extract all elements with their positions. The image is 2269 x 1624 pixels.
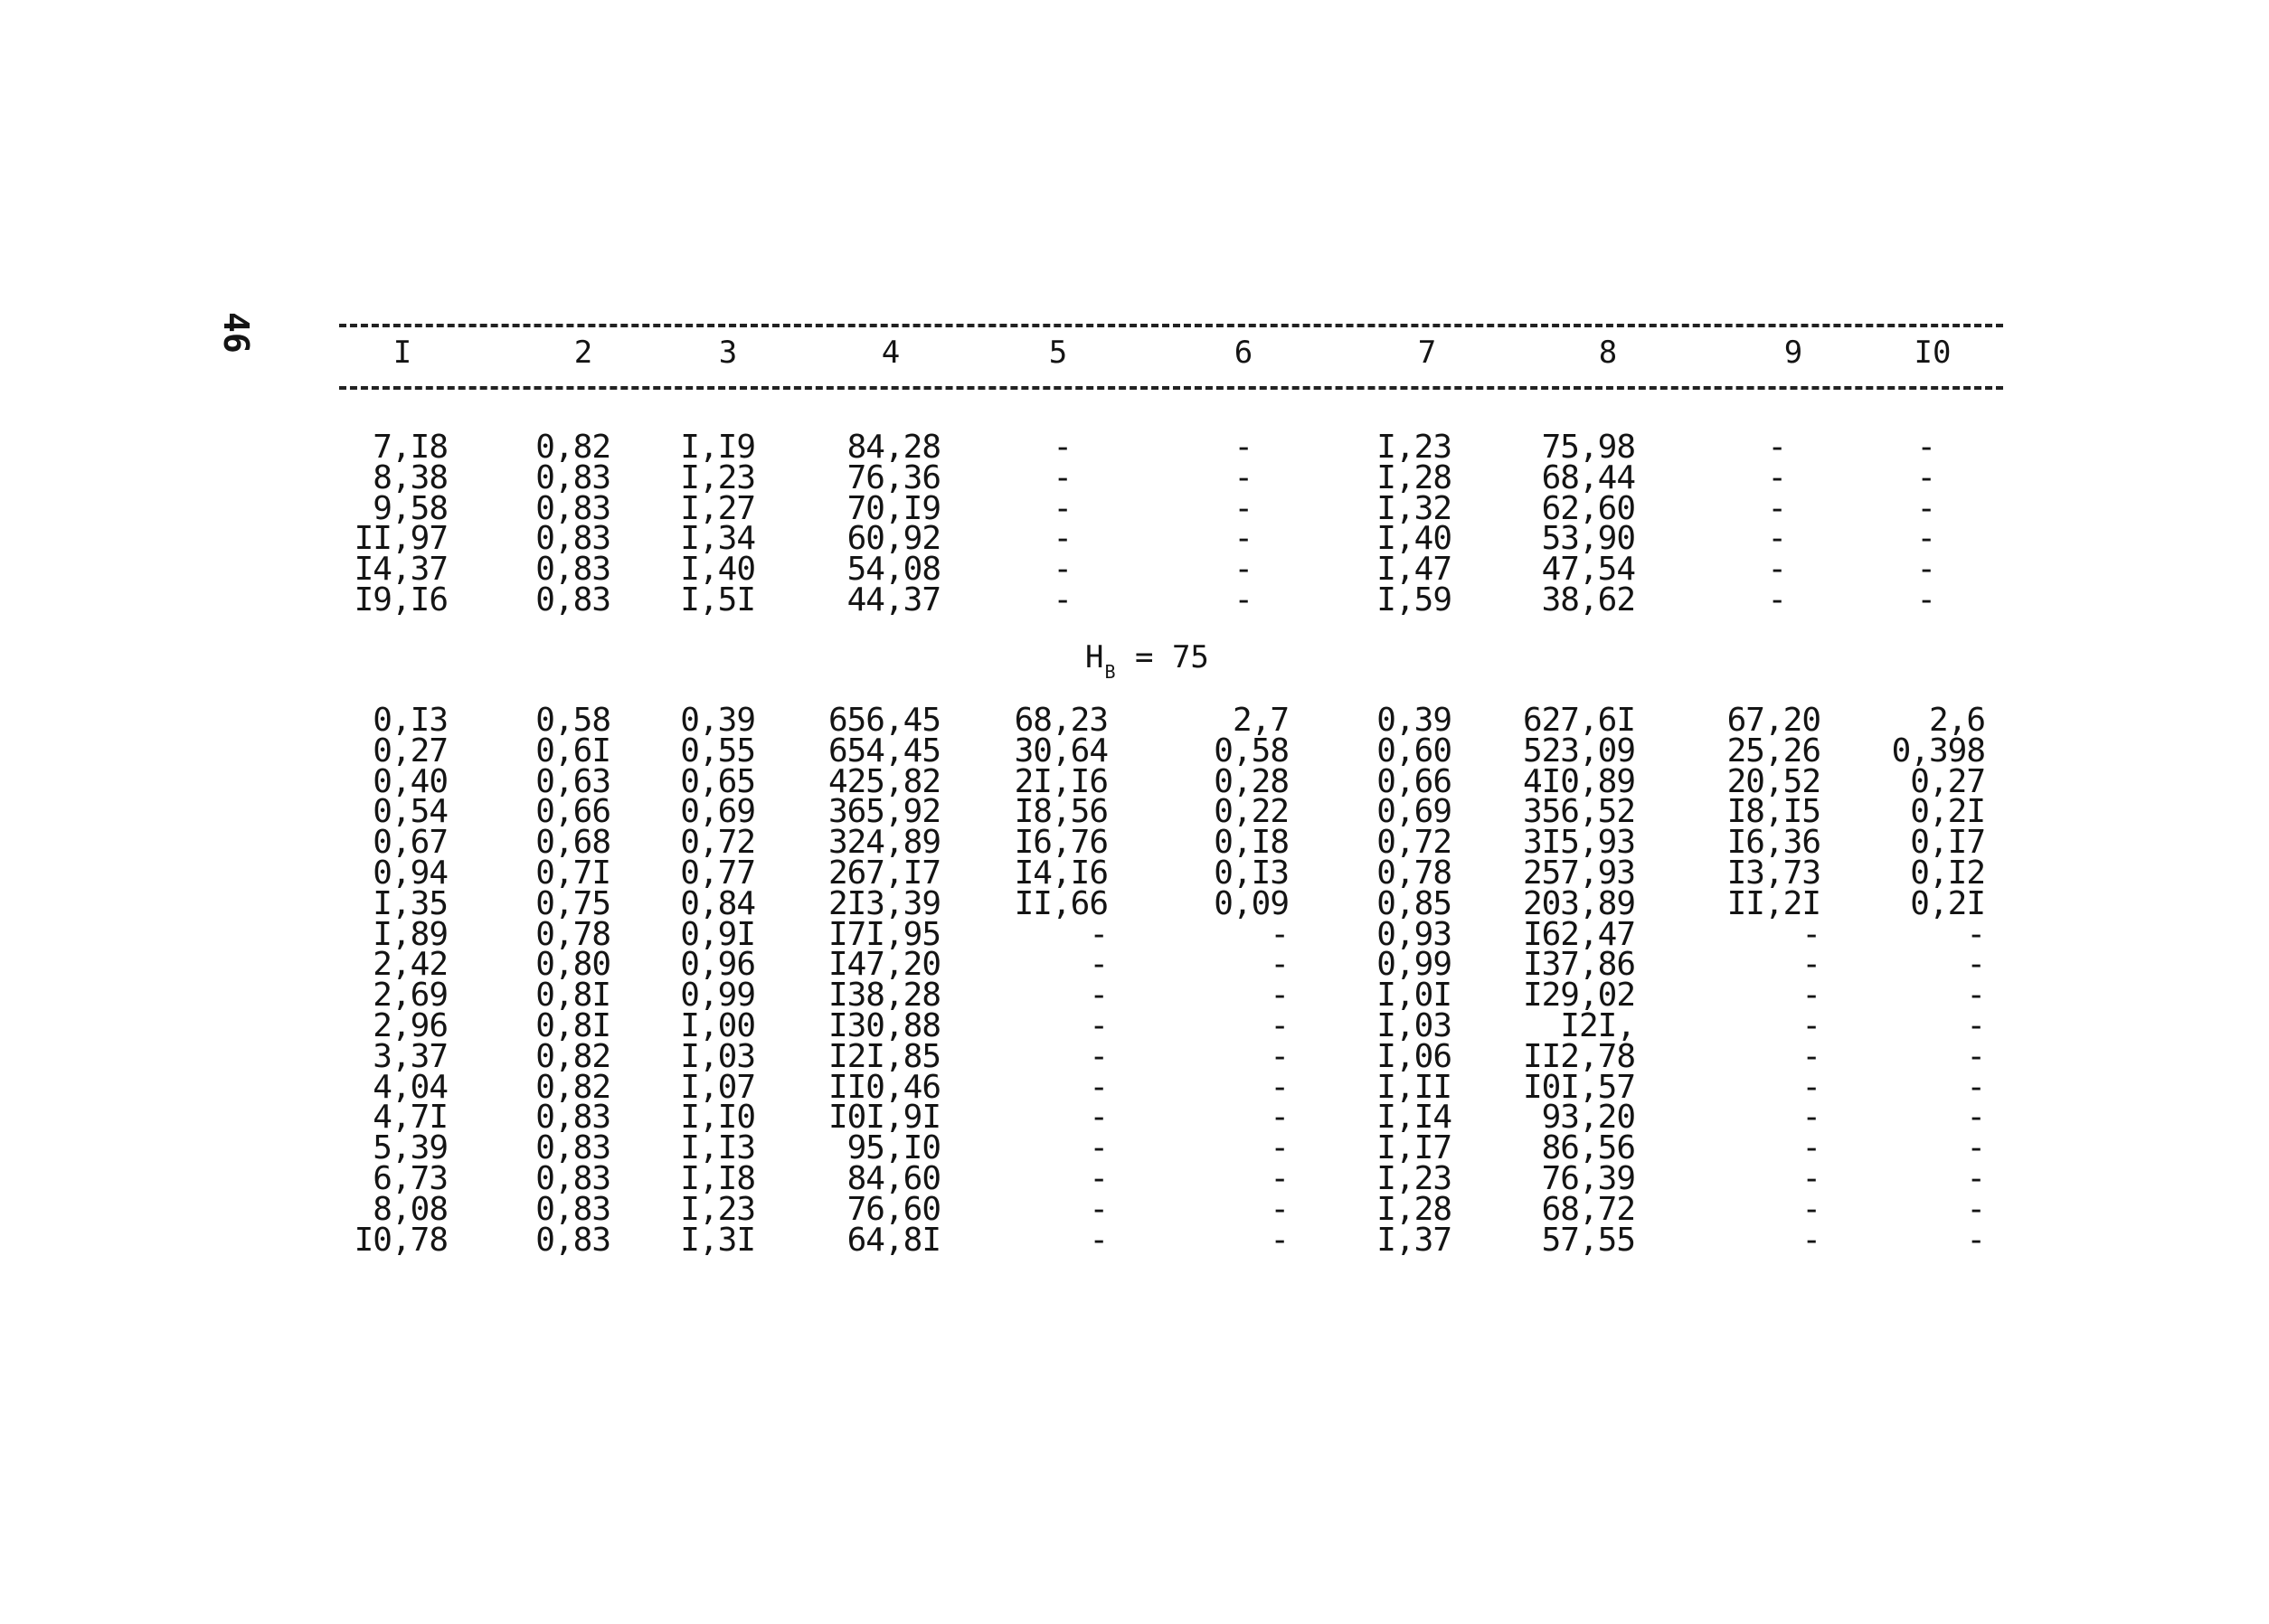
table-cell: 654,45 [827,732,941,770]
table-cell: - [1053,520,1072,558]
table-cell: - [1966,1221,1985,1259]
table-cell: 0,I3 [1214,854,1289,892]
table-cell: 62,60 [1541,489,1635,527]
table-cell: - [1801,1190,1820,1228]
table-column-10 [1786,702,1985,1259]
table-cell: - [1234,551,1253,589]
section-label-symbol: H [1085,639,1104,675]
table-cell: 67,20 [1726,702,1820,739]
table-cell: 0,83 [535,1221,610,1259]
table-cell: 64,8I [846,1221,941,1259]
column-header-10: I0 [1914,335,1952,371]
table-cell: 0,72 [1376,824,1451,862]
table-cell: I7I,95 [827,915,941,953]
table-cell: 0,78 [1376,854,1451,892]
table-cell: I,32 [1376,489,1451,527]
table-cell: 0,80 [535,946,610,984]
table-cell: - [1089,1221,1108,1259]
table-cell: - [1966,1159,1985,1197]
table-cell: 0,69 [680,793,755,831]
column-header-6: 6 [1234,335,1253,371]
table-cell: - [1801,1099,1820,1137]
header-bottom-rule [339,386,2003,390]
table-cell: I,I0 [680,1099,755,1137]
table-cell: 0,55 [680,732,755,770]
table-cell: - [1916,429,1935,466]
table-cell: 8,08 [373,1190,448,1228]
table-cell: 4I0,89 [1522,762,1635,800]
table-cell: 0,I7 [1910,824,1985,862]
table-cell: 2,96 [373,1006,448,1044]
table-cell: 2,7 [1232,702,1289,739]
table-cell: I,89 [373,915,448,953]
table-cell: - [1053,551,1072,589]
table-cell: 86,56 [1541,1129,1635,1167]
table-cell: 84,28 [846,429,941,466]
table-cell: - [1270,1159,1289,1197]
table-cell: 0,54 [373,793,448,831]
table-cell: 7,I8 [373,429,448,466]
table-cell: 627,6I [1522,702,1635,739]
table-cell: 2,42 [373,946,448,984]
table-cell: - [1916,489,1935,527]
table-cell: I,40 [680,551,755,589]
table-cell: - [1089,1159,1108,1197]
table-cell: I37,86 [1522,946,1635,984]
column-header-2: 2 [573,335,593,371]
table-column-3 [556,702,755,1259]
table-cell: - [1767,429,1786,466]
table-cell: 25,26 [1726,732,1820,770]
table-cell: 0,2I [1910,884,1985,922]
table-cell: 0,I3 [373,702,448,739]
table-cell: I8,I5 [1726,793,1820,831]
table-cell: 425,82 [827,762,941,800]
table-cell: 93,20 [1541,1099,1635,1137]
column-header-9: 9 [1783,335,1803,371]
table-cell: 656,45 [827,702,941,739]
table-cell: I,II [1376,1068,1451,1106]
table-cell: 0,78 [535,915,610,953]
table-cell: 5,39 [373,1129,448,1167]
section-label [1085,639,1209,683]
table-cell: 76,36 [846,458,941,496]
table-cell: I,06 [1376,1037,1451,1075]
table-column-7 [1253,702,1451,1259]
table-cell: - [1801,1006,1820,1044]
table-cell: I,23 [1376,1159,1451,1197]
table-cell: 0,66 [535,793,610,831]
table-cell: 44,37 [846,581,941,618]
table-cell: - [1270,1190,1289,1228]
table-cell: II,97 [354,520,448,558]
column-header-3: 3 [718,335,738,371]
table-cell: 6,73 [373,1159,448,1197]
table-cell: II,2I [1726,884,1820,922]
table-cell: - [1801,1068,1820,1106]
table-cell: 267,I7 [827,854,941,892]
table-cell: - [1916,581,1935,618]
table-cell: I,I9 [680,429,755,466]
table-cell: I,0I [1376,977,1451,1015]
table-cell: 54,08 [846,551,941,589]
table-column-5 [873,429,1072,618]
table-cell: I,I3 [680,1129,755,1167]
table-cell: I38,28 [827,977,941,1015]
table-cell: - [1089,977,1108,1015]
table-cell: 3I5,93 [1522,824,1635,862]
table-cell: I,3I [680,1221,755,1259]
table-cell: 523,09 [1522,732,1635,770]
table-cell: - [1270,1099,1289,1137]
table-cell: 2I3,39 [827,884,941,922]
table-cell: 60,92 [846,520,941,558]
table-cell: - [1270,1068,1289,1106]
table-cell: 76,60 [846,1190,941,1228]
table-cell: - [1767,489,1786,527]
table-cell: - [1767,458,1786,496]
column-header-row [0,335,2269,380]
table-cell: 0,39 [1376,702,1451,739]
table-cell: I8,56 [1014,793,1108,831]
table-cell: 2,69 [373,977,448,1015]
table-cell: - [1966,1037,1985,1075]
table-cell: - [1801,1159,1820,1197]
table-cell: 38,62 [1541,581,1635,618]
table-cell: 0,69 [1376,793,1451,831]
table-cell: I,03 [1376,1006,1451,1044]
table-cell: - [1234,458,1253,496]
table-cell: 0,82 [535,1037,610,1075]
table-cell: - [1089,1099,1108,1137]
table-column-6 [1054,429,1253,618]
table-cell: 0,83 [535,1190,610,1228]
header-top-rule [339,324,2003,327]
table-cell: I9,I6 [354,581,448,618]
table-cell: I29,02 [1522,977,1635,1015]
table-cell: I,35 [373,884,448,922]
table-cell: 47,54 [1541,551,1635,589]
table-cell: 0,99 [680,977,755,1015]
table-cell: 75,98 [1541,429,1635,466]
table-cell: 0,83 [535,1099,610,1137]
table-cell: II,66 [1014,884,1108,922]
table-cell: I30,88 [827,1006,941,1044]
table-cell: 0,83 [535,551,610,589]
table-cell: - [1916,520,1935,558]
table-cell: - [1234,581,1253,618]
table-cell: 0,94 [373,854,448,892]
table-cell: - [1801,915,1820,953]
table-cell: - [1966,915,1985,953]
table-cell: 0,82 [535,429,610,466]
table-cell: - [1966,1190,1985,1228]
table-cell: 53,90 [1541,520,1635,558]
table-cell: - [1089,1068,1108,1106]
table-cell: - [1089,946,1108,984]
table-cell: 84,60 [846,1159,941,1197]
table-cell: I62,47 [1522,915,1635,953]
table-cell: 0,27 [373,732,448,770]
table-cell: I4,I6 [1014,854,1108,892]
table-cell: 0,398 [1891,732,1985,770]
table-column-3 [556,429,755,618]
table-cell: 0,8I [535,1006,610,1044]
column-header-4: 4 [881,335,901,371]
table-cell: - [1767,581,1786,618]
table-cell: I,28 [1376,1190,1451,1228]
table-cell: 20,52 [1726,762,1820,800]
table-cell: 0,82 [535,1068,610,1106]
table-cell: 0,67 [373,824,448,862]
table-cell: - [1966,1068,1985,1106]
table-cell: 70,I9 [846,489,941,527]
table-cell: 8,38 [373,458,448,496]
table-cell: I4,37 [354,551,448,589]
table-cell: I0I,57 [1522,1068,1635,1106]
table-cell: - [1801,1037,1820,1075]
table-cell: 0,58 [535,702,610,739]
table-column-5 [909,702,1108,1259]
table-cell: I6,36 [1726,824,1820,862]
table-cell: 0,8I [535,977,610,1015]
table-cell: 257,93 [1522,854,1635,892]
table-cell: I,23 [680,1190,755,1228]
table-cell: 0,22 [1214,793,1289,831]
table-cell: - [1767,551,1786,589]
table-cell: I,47 [1376,551,1451,589]
table-cell: I,37 [1376,1221,1451,1259]
table-cell: 95,I0 [846,1129,941,1167]
table-cell: 0,09 [1214,884,1289,922]
table-cell: 0,96 [680,946,755,984]
table-cell: 3,37 [373,1037,448,1075]
column-header-8: 8 [1598,335,1618,371]
table-cell: I,27 [680,489,755,527]
table-cell: - [1270,946,1289,984]
table-cell: 0,77 [680,854,755,892]
table-cell: - [1767,520,1786,558]
table-cell: - [1966,977,1985,1015]
page-number: 46 [216,312,256,354]
table-cell: 365,92 [827,793,941,831]
section-label-subscript: B [1104,661,1116,683]
table-cell: 0,9I [680,915,755,953]
table-cell: I2I,85 [827,1037,941,1075]
table-cell: 0,83 [535,581,610,618]
table-cell: 68,23 [1014,702,1108,739]
table-cell: - [1270,915,1289,953]
table-cell: 0,63 [535,762,610,800]
table-cell: 0,I8 [1214,824,1289,862]
table-cell: I0I,9I [827,1099,941,1137]
table-cell: I,I7 [1376,1129,1451,1167]
table-cell: - [1966,946,1985,984]
table-cell: 0,83 [535,1159,610,1197]
table-cell: 203,89 [1522,884,1635,922]
table-cell: - [1053,581,1072,618]
table-cell: 57,55 [1541,1221,1635,1259]
table-cell: I0,78 [354,1221,448,1259]
table-cell: 9,58 [373,489,448,527]
table-cell: 0,28 [1214,762,1289,800]
table-cell: 0,66 [1376,762,1451,800]
table-cell: - [1234,520,1253,558]
table-cell: - [1053,489,1072,527]
table-cell: 324,89 [827,824,941,862]
table-cell: 30,64 [1014,732,1108,770]
table-cell: I,I4 [1376,1099,1451,1137]
table-cell: - [1089,1190,1108,1228]
table-cell: 0,99 [1376,946,1451,984]
table-column-7 [1253,429,1451,618]
table-cell: I3,73 [1726,854,1820,892]
table-cell: 0,40 [373,762,448,800]
table-cell: I,00 [680,1006,755,1044]
table-cell: I,40 [1376,520,1451,558]
table-cell: - [1053,458,1072,496]
table-cell: 68,44 [1541,458,1635,496]
table-cell: - [1966,1006,1985,1044]
table-cell: - [1089,1006,1108,1044]
table-cell: - [1916,458,1935,496]
table-cell: - [1966,1129,1985,1167]
table-cell: I,5I [680,581,755,618]
table-cell: - [1089,915,1108,953]
column-header-5: 5 [1048,335,1068,371]
table-cell: 0,58 [1214,732,1289,770]
table-cell: - [1916,551,1935,589]
table-cell: I,07 [680,1068,755,1106]
table-cell: - [1089,1129,1108,1167]
table-cell: - [1801,1129,1820,1167]
table-column-10 [1736,429,1935,618]
table-cell: 4,04 [373,1068,448,1106]
column-header-1: I [392,335,412,371]
table-cell: 0,83 [535,1129,610,1167]
table-cell: 0,83 [535,458,610,496]
table-cell: 0,2I [1910,793,1985,831]
table-cell: 0,I2 [1910,854,1985,892]
table-cell: - [1270,1006,1289,1044]
section-label-value: = 75 [1116,639,1209,675]
table-cell: I47,20 [827,946,941,984]
table-cell: - [1801,977,1820,1015]
table-cell: 0,72 [680,824,755,862]
table-cell: 0,83 [535,489,610,527]
table-cell: 0,85 [1376,884,1451,922]
table-cell: 0,83 [535,520,610,558]
table-cell: - [1801,1221,1820,1259]
table-cell: I,23 [1376,429,1451,466]
table-cell: I,28 [1376,458,1451,496]
table-cell: I,03 [680,1037,755,1075]
table-column-8 [1436,702,1635,1259]
table-cell: - [1270,1037,1289,1075]
table-cell: 0,75 [535,884,610,922]
table-cell: 0,60 [1376,732,1451,770]
table-cell: I6,76 [1014,824,1108,862]
table-cell: 0,84 [680,884,755,922]
table-cell: 0,39 [680,702,755,739]
table-cell: II0,46 [827,1068,941,1106]
table-cell: 76,39 [1541,1159,1635,1197]
table-cell: - [1234,429,1253,466]
table-cell: - [1270,1129,1289,1167]
table-cell: 0,65 [680,762,755,800]
table-cell: 0,68 [535,824,610,862]
table-cell: I,I8 [680,1159,755,1197]
table-cell: I,34 [680,520,755,558]
table-cell: 0,7I [535,854,610,892]
column-header-7: 7 [1417,335,1437,371]
table-cell: - [1053,429,1072,466]
table-cell: - [1234,489,1253,527]
table-cell: - [1801,946,1820,984]
table-cell: - [1270,977,1289,1015]
table-cell: 4,7I [373,1099,448,1137]
table-cell: I,59 [1376,581,1451,618]
table-cell: - [1089,1037,1108,1075]
table-cell: 356,52 [1522,793,1635,831]
table-cell: 68,72 [1541,1190,1635,1228]
table-cell: I2I, [1560,1006,1635,1044]
table-cell: - [1270,1221,1289,1259]
table-cell: - [1966,1099,1985,1137]
table-cell: 2I,I6 [1014,762,1108,800]
table-cell: II2,78 [1522,1037,1635,1075]
table-cell: 0,93 [1376,915,1451,953]
table-cell: 2,6 [1928,702,1985,739]
table-cell: 0,6I [535,732,610,770]
table-cell: 0,27 [1910,762,1985,800]
table-cell: I,23 [680,458,755,496]
